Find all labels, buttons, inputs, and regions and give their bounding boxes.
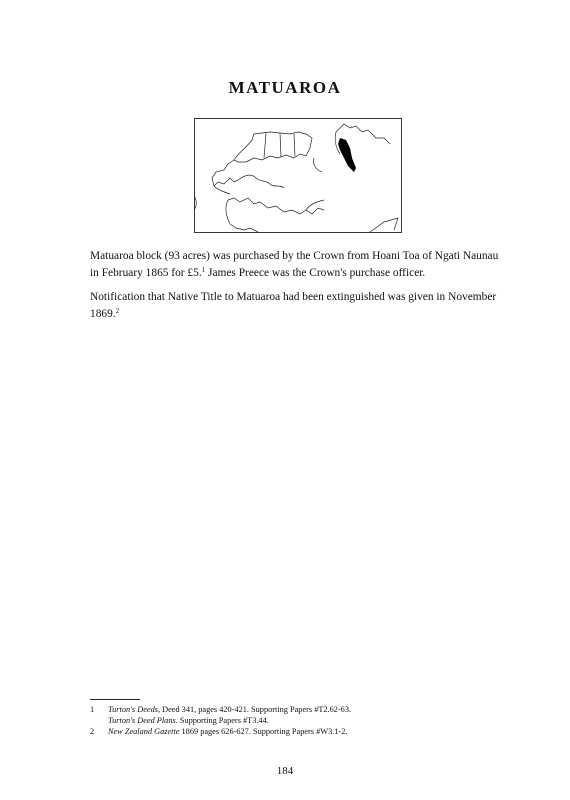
location-map [194, 118, 402, 233]
paragraph-purchase-text: Matuaroa block (93 acres) was purchased by the Crown from Hoani Toa of Ngati Naunau in February 1865 for £5. [90, 250, 499, 279]
coastline-lines [194, 124, 398, 232]
footnote-source: Turton's Deed Plans [108, 716, 176, 725]
footnote-text: 1869 pages 626-627. Supporting Papers #W3.1-2. [179, 727, 348, 736]
footnote-number: 1 [90, 705, 95, 714]
footnote-divider [90, 699, 140, 700]
map-frame [195, 119, 402, 233]
page-number: 184 [276, 765, 294, 777]
paragraph-purchase [90, 248, 505, 282]
footnote-source: New Zealand Gazette [108, 727, 180, 736]
page-title: MATUAROA [228, 78, 342, 97]
footnote-source: Turton's Deeds [108, 705, 158, 714]
footnote-ref-1[interactable]: 1 [201, 266, 206, 274]
footnote-ref-2[interactable]: 2 [115, 307, 120, 315]
footnote-item [90, 715, 510, 726]
paragraph-notification [90, 289, 505, 323]
footnote-number: 2 [90, 727, 95, 736]
paragraph-notification-text: Notification that Native Title to Matuaroa had been extinguished was given in November 1869. [90, 291, 497, 320]
footnote-item [90, 704, 510, 715]
matuaroa-block-shape [338, 138, 356, 172]
footnote-item [90, 726, 510, 737]
paragraph-purchase-tail: James Preece was the Crown's purchase officer. [205, 267, 426, 279]
footnotes [90, 704, 510, 737]
footnote-text: . Supporting Papers #T3.44. [175, 716, 269, 725]
footnote-text: , Deed 341, pages 420-421. Supporting Papers #T2.62-63. [157, 705, 352, 714]
